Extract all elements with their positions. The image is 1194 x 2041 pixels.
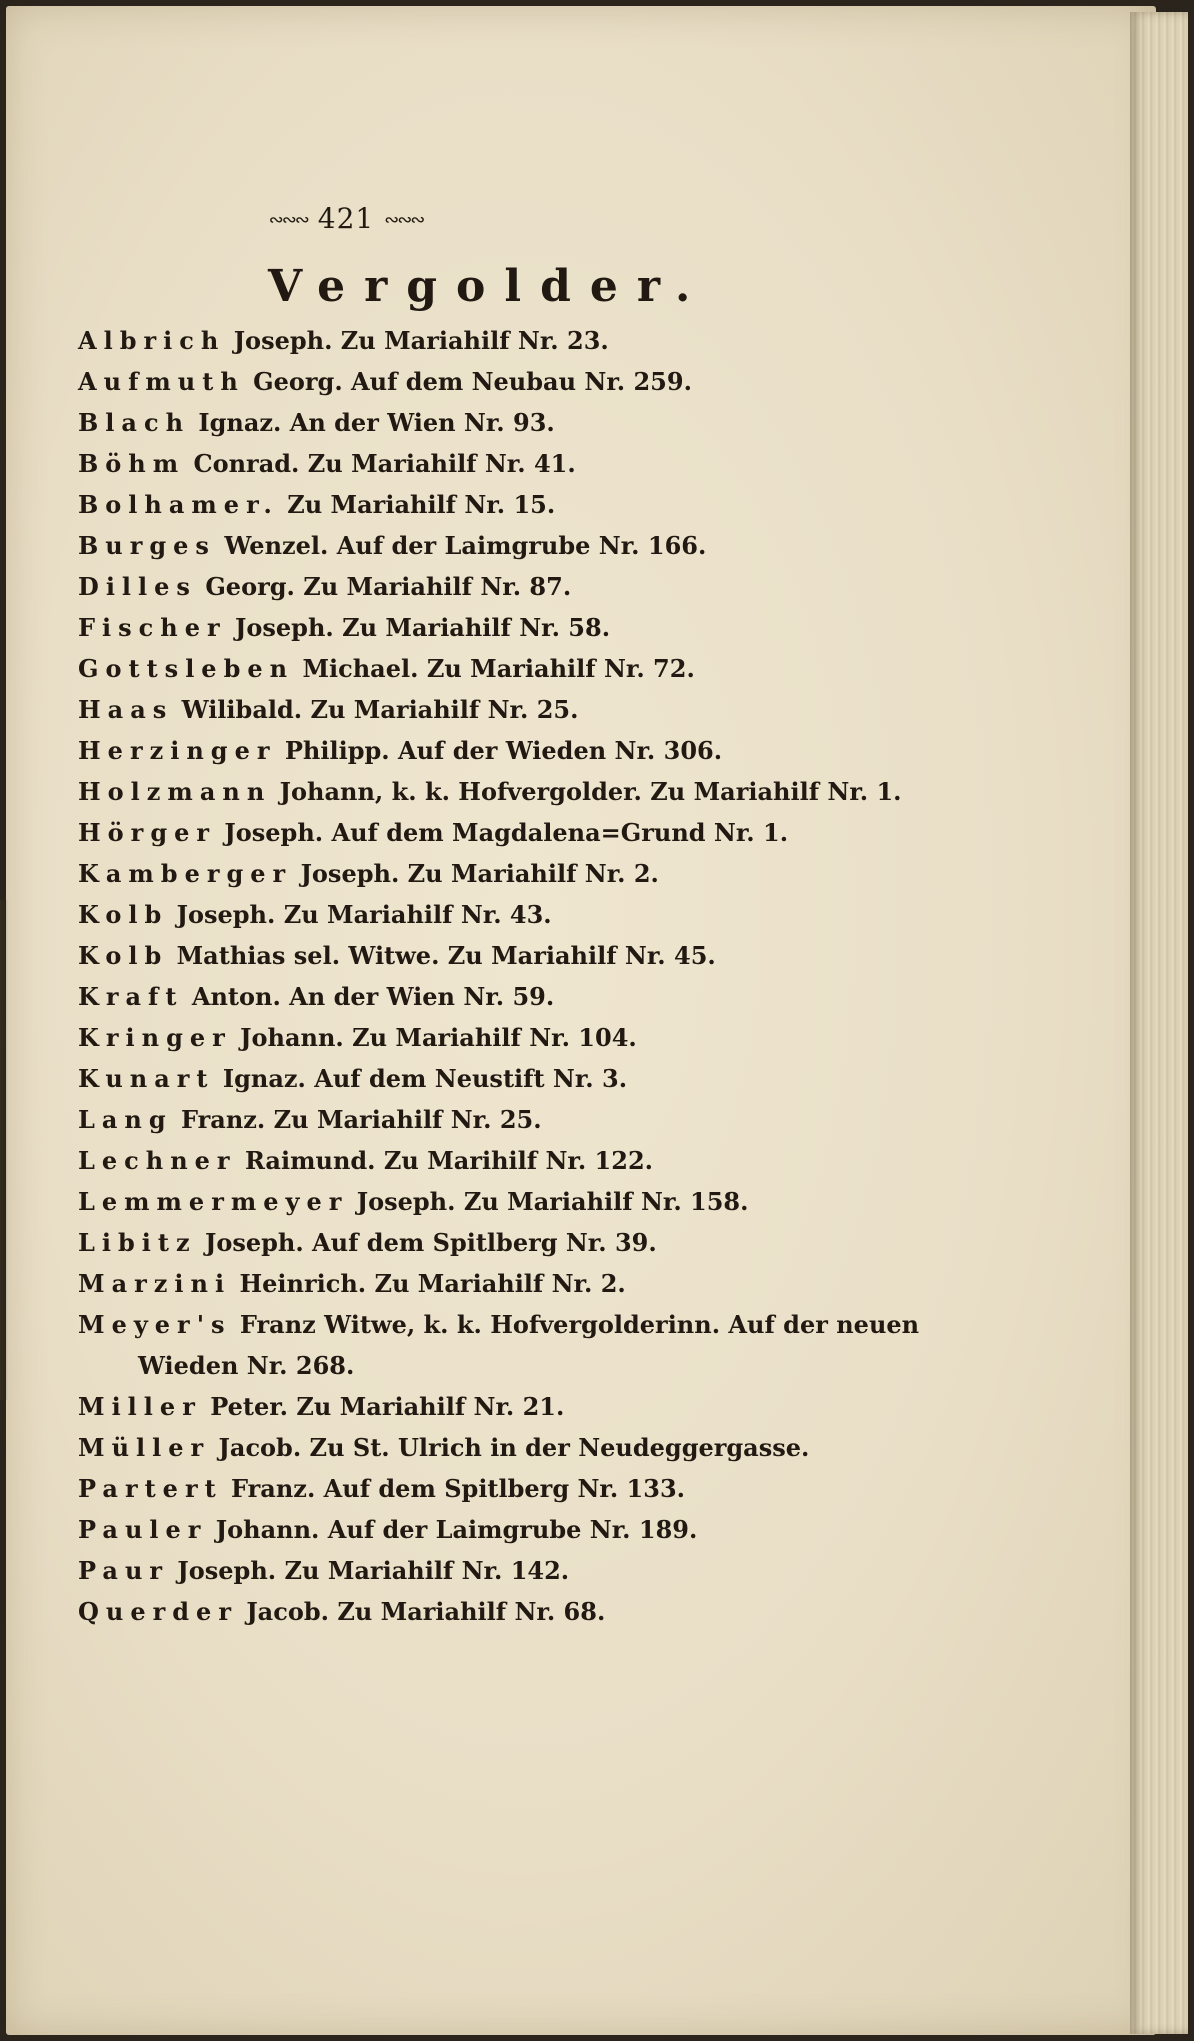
entry-details: Georg. Auf dem Neubau Nr. 259. (253, 367, 692, 396)
directory-entry (78, 1386, 978, 1427)
entry-details: Franz Witwe, k. k. Hofvergolderinn. Auf der neuen Wieden Nr. 268. (138, 1310, 920, 1380)
entry-details: Johann. Auf der Laimgrube Nr. 189. (215, 1515, 698, 1544)
entry-surname: Gottsleben (78, 654, 295, 683)
entry-surname: Blach (78, 408, 191, 437)
entry-surname: Albrich (78, 326, 226, 355)
directory-entry (78, 1591, 978, 1632)
directory-entry (78, 730, 978, 771)
entry-surname: Haas (78, 695, 174, 724)
entry-details: Anton. An der Wien Nr. 59. (191, 982, 555, 1011)
entry-details: Franz. Zu Mariahilf Nr. 25. (181, 1105, 542, 1134)
directory-entry (78, 1304, 993, 1386)
entry-surname: Querder (78, 1597, 238, 1626)
entry-surname: Aufmuth (78, 367, 245, 396)
entry-surname: Marzini (78, 1269, 232, 1298)
entry-details: Wenzel. Auf der Laimgrube Nr. 166. (224, 531, 707, 560)
entry-surname: Partert (78, 1474, 223, 1503)
ornament-right: ∾∾∾ (384, 209, 424, 231)
entry-surname: Dilles (78, 572, 197, 601)
directory-entry (78, 1427, 978, 1468)
entry-surname: Kolb (78, 941, 169, 970)
ornament-left: ∾∾∾ (268, 209, 308, 231)
directory-entry (78, 1099, 978, 1140)
page-number: 421 (317, 202, 375, 235)
directory-entry (78, 320, 978, 361)
entry-details: Jacob. Zu Mariahilf Nr. 68. (246, 1597, 606, 1626)
directory-entry (78, 853, 978, 894)
entry-surname: Pauler (78, 1515, 208, 1544)
section-title: Vergolder. (268, 261, 710, 312)
directory-entry (78, 484, 978, 525)
entry-surname: Böhm (78, 449, 186, 478)
entry-details: Johann, k. k. Hofvergolder. Zu Mariahilf Nr. 1. (279, 777, 902, 806)
entry-details: Joseph. Zu Mariahilf Nr. 58. (235, 613, 611, 642)
directory-entry (78, 935, 978, 976)
entry-surname: Kunart (78, 1064, 215, 1093)
directory-entry (78, 976, 978, 1017)
entry-surname: Holzmann (78, 777, 272, 806)
entry-details: Joseph. Zu Mariahilf Nr. 158. (356, 1187, 749, 1216)
entry-surname: Meyer's (78, 1310, 232, 1339)
entry-surname: Müller (78, 1433, 211, 1462)
directory-entry (78, 1550, 978, 1591)
entry-surname: Lechner (78, 1146, 237, 1175)
directory-entry (78, 1017, 978, 1058)
directory-entry (78, 361, 978, 402)
entry-details: Jacob. Zu St. Ulrich in der Neudeggergasse. (218, 1433, 810, 1462)
entry-surname: Libitz (78, 1228, 197, 1257)
entry-details: Joseph. Zu Mariahilf Nr. 43. (176, 900, 552, 929)
directory-entry (78, 771, 978, 812)
entry-details: Conrad. Zu Mariahilf Nr. 41. (193, 449, 576, 478)
directory-entry (78, 648, 978, 689)
directory-entry (78, 443, 978, 484)
entry-details: Mathias sel. Witwe. Zu Mariahilf Nr. 45. (176, 941, 716, 970)
page-content (78, 200, 978, 1632)
directory-entry (78, 894, 978, 935)
entry-details: Franz. Auf dem Spitlberg Nr. 133. (231, 1474, 686, 1503)
entry-details: Ignaz. An der Wien Nr. 93. (198, 408, 555, 437)
entry-surname: Kamberger (78, 859, 293, 888)
directory-entry (78, 402, 978, 443)
page-edge-stack (1130, 12, 1188, 2034)
directory-entry (78, 812, 978, 853)
directory-list (78, 320, 978, 1632)
directory-entry (78, 1468, 978, 1509)
entry-details: Joseph. Zu Mariahilf Nr. 23. (233, 326, 609, 355)
entry-surname: Lemmermeyer (78, 1187, 349, 1216)
page-number-line (196, 200, 496, 238)
entry-surname: Bolhamer. (78, 490, 279, 519)
entry-details: Heinrich. Zu Mariahilf Nr. 2. (239, 1269, 626, 1298)
directory-entry (78, 1263, 978, 1304)
directory-entry (78, 1222, 978, 1263)
entry-surname: Kolb (78, 900, 169, 929)
directory-entry (78, 1058, 978, 1099)
entry-details: Wilibald. Zu Mariahilf Nr. 25. (181, 695, 579, 724)
entry-surname: Herzinger (78, 736, 277, 765)
entry-surname: Kringer (78, 1023, 232, 1052)
entry-details: Joseph. Zu Mariahilf Nr. 142. (177, 1556, 570, 1585)
entry-surname: Lang (78, 1105, 173, 1134)
entry-details: Johann. Zu Mariahilf Nr. 104. (240, 1023, 637, 1052)
directory-entry (78, 566, 978, 607)
directory-entry (78, 525, 978, 566)
entry-surname: Kraft (78, 982, 184, 1011)
binding-shadow (0, 900, 8, 1400)
entry-surname: Burges (78, 531, 216, 560)
entry-details: Raimund. Zu Marihilf Nr. 122. (244, 1146, 653, 1175)
entry-details: Joseph. Auf dem Spitlberg Nr. 39. (204, 1228, 657, 1257)
entry-surname: Hörger (78, 818, 217, 847)
entry-details: Joseph. Auf dem Magdalena=Grund Nr. 1. (224, 818, 789, 847)
directory-entry (78, 1509, 978, 1550)
directory-entry (78, 689, 978, 730)
entry-details: Joseph. Zu Mariahilf Nr. 2. (300, 859, 659, 888)
directory-entry (78, 1181, 978, 1222)
entry-details: Georg. Zu Mariahilf Nr. 87. (205, 572, 572, 601)
entry-details: Peter. Zu Mariahilf Nr. 21. (210, 1392, 565, 1421)
entry-details: Zu Mariahilf Nr. 15. (287, 490, 556, 519)
directory-entry (78, 607, 978, 648)
entry-surname: Paur (78, 1556, 170, 1585)
entry-details: Michael. Zu Mariahilf Nr. 72. (302, 654, 695, 683)
entry-surname: Miller (78, 1392, 202, 1421)
entry-surname: Fischer (78, 613, 227, 642)
directory-entry (78, 1140, 978, 1181)
entry-details: Ignaz. Auf dem Neustift Nr. 3. (222, 1064, 628, 1093)
entry-details: Philipp. Auf der Wieden Nr. 306. (284, 736, 723, 765)
